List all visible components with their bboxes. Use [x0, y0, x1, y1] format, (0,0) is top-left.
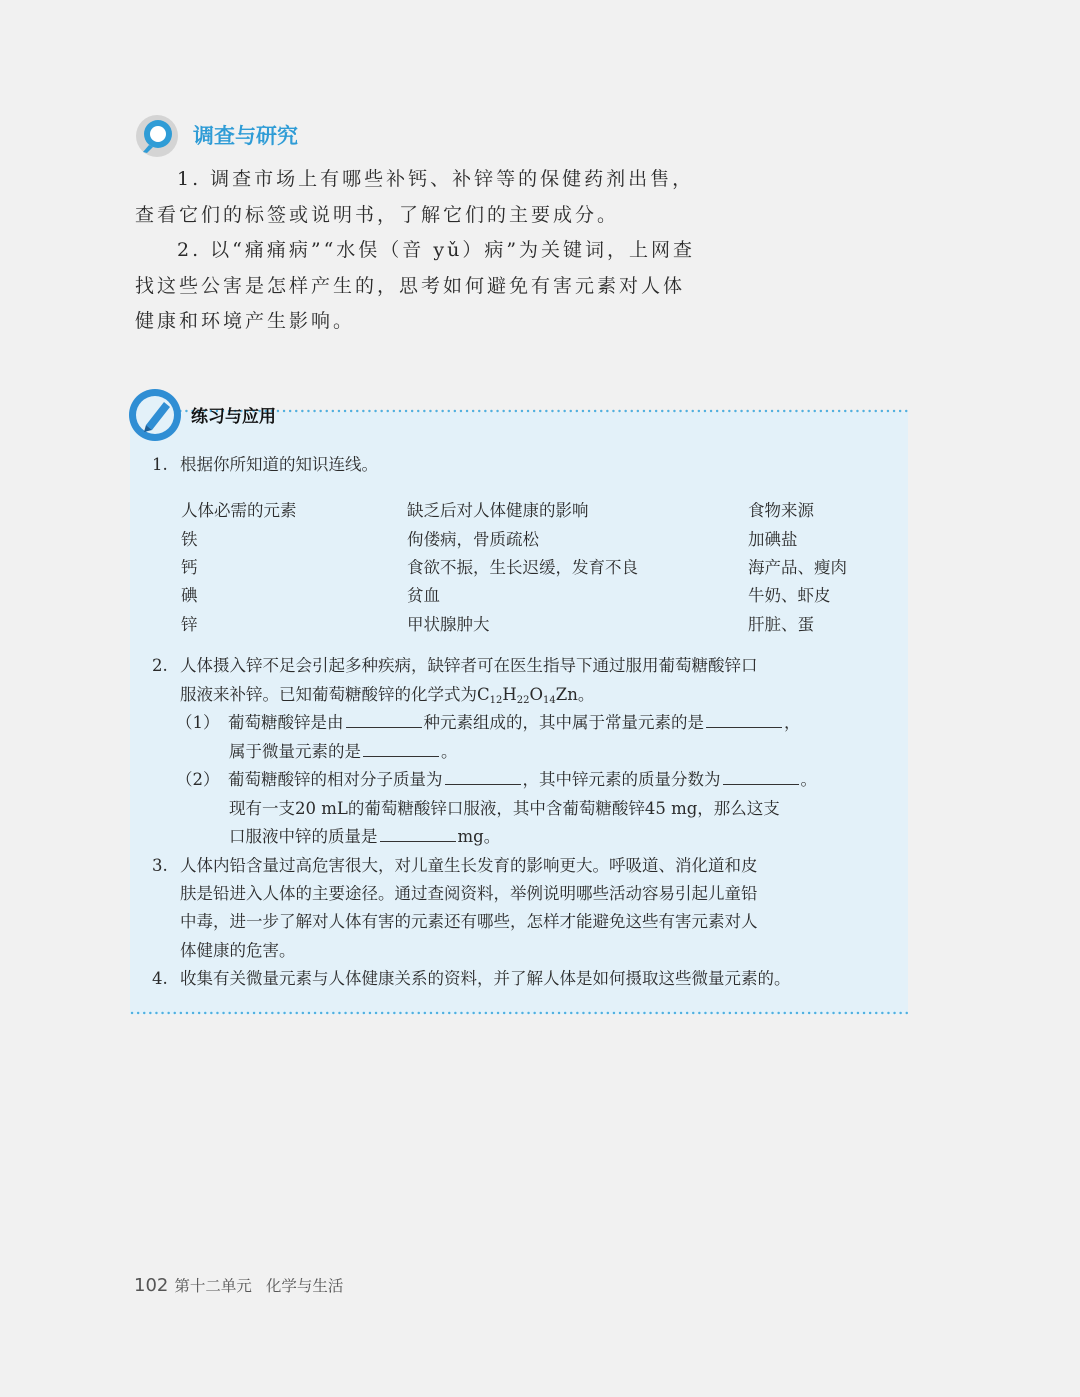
question-number: 2. [152, 656, 168, 675]
table-cell: 铁 [181, 530, 198, 549]
question-text: mg。 [457, 827, 501, 846]
question-text: 人体内铅含量过高危害很大，对儿童生长发育的影响更大。呼吸道、消化道和皮 [180, 856, 758, 875]
question-text: 人体摄入锌不足会引起多种疾病，缺锌者可在医生指导下通过服用葡萄糖酸锌口 [180, 656, 758, 675]
dotted-divider-bottom [130, 1011, 908, 1015]
formula-part: Zn [555, 685, 578, 704]
answer-blank[interactable] [445, 768, 521, 785]
table-cell: 钙 [181, 558, 198, 577]
formula-subscript: 22 [516, 695, 530, 706]
survey-line: 查看它们的标签或说明书，了解它们的主要成分。 [135, 203, 620, 226]
answer-blank[interactable] [723, 768, 799, 785]
question-1 [152, 451, 378, 480]
unit-label: 第十二单元 [174, 1277, 252, 1295]
question-number: 4. [152, 969, 168, 988]
formula-part: H [502, 685, 517, 704]
table-cell: 甲状腺肿大 [407, 615, 490, 634]
chemical-formula [477, 685, 578, 704]
survey-line: 健康和环境产生影响。 [135, 310, 356, 332]
formula-part: C [477, 685, 490, 704]
survey-line: 1. 调查市场上有哪些补钙、补锌等的保健药剂出售， [177, 168, 695, 190]
survey-title: 调查与研究 [193, 124, 298, 148]
question-2-part-2-cont [229, 823, 500, 852]
question-2-part-2 [176, 766, 817, 795]
question-2-part-1 [176, 709, 801, 738]
question-3-line: 中毒，进一步了解对人体有害的元素还有哪些，怎样才能避免这些有害元素对人 [180, 912, 758, 931]
page-footer [134, 1274, 343, 1296]
table-cell: 人体必需的元素 [181, 501, 297, 520]
table-cell: 加碘盐 [748, 530, 798, 549]
survey-line: 找这些公害是怎样产生的，思考如何避免有害元素对人体 [135, 274, 686, 297]
table-cell: 海产品、瘦肉 [748, 558, 847, 577]
formula-subscript: 12 [489, 695, 503, 706]
question-text: 根据你所知道的知识连线。 [180, 455, 378, 474]
formula-period: 。 [577, 685, 595, 704]
question-text: ，其中锌元素的质量分数为 [522, 770, 721, 789]
topic-label: 化学与生活 [265, 1277, 344, 1295]
question-2-part-2-cont [229, 795, 780, 824]
question-2 [152, 652, 758, 681]
question-text: 属于微量元素的是 [229, 742, 361, 761]
part-label: （1） [176, 713, 220, 732]
question-text: 服液来补锌。已知葡萄糖酸锌的化学式为 [180, 685, 477, 704]
page-number: 102 [134, 1275, 169, 1296]
survey-body [135, 162, 725, 340]
answer-blank[interactable] [706, 711, 782, 728]
practice-title: 练习与应用 [191, 407, 276, 427]
table-cell: 贫血 [407, 586, 440, 605]
question-3-line: 肤是铅进入人体的主要途径。通过查阅资料，举例说明哪些活动容易引起儿童铅 [180, 884, 758, 903]
answer-blank[interactable] [380, 825, 456, 842]
question-text: ， [784, 713, 801, 732]
survey-line: 2. 以“痛痛病”“水俣（音 yǔ）病”为关键词，上网查 [177, 239, 696, 261]
question-text: 口服液中锌的质量是 [229, 827, 378, 846]
table-cell: 牛奶、虾皮 [748, 586, 831, 605]
question-text: 。 [441, 742, 458, 761]
question-3-line: 体健康的危害。 [180, 941, 296, 960]
question-2-part-1-cont [229, 738, 458, 767]
question-number: 3. [152, 856, 168, 875]
table-cell: 食物来源 [748, 501, 814, 520]
pencil-icon [128, 388, 182, 442]
question-text: 葡萄糖酸锌是由 [228, 713, 344, 732]
question-text: 收集有关微量元素与人体健康关系的资料，并了解人体是如何摄取这些微量元素的。 [180, 969, 791, 988]
answer-blank[interactable] [363, 740, 439, 757]
table-cell: 佝偻病，骨质疏松 [407, 530, 539, 549]
question-3 [152, 852, 758, 881]
table-cell: 食欲不振，生长迟缓，发育不良 [407, 558, 638, 577]
question-number: 1. [152, 455, 168, 474]
table-cell: 碘 [181, 586, 198, 605]
table-cell: 肝脏、蛋 [748, 615, 814, 634]
question-text: 种元素组成的，其中属于常量元素的是 [423, 713, 704, 732]
table-cell: 锌 [181, 615, 198, 634]
table-cell: 缺乏后对人体健康的影响 [407, 501, 589, 520]
magnifier-icon [135, 114, 179, 158]
part-label: （2） [176, 770, 220, 789]
question-text: 。 [800, 770, 817, 789]
question-4 [152, 965, 791, 994]
formula-subscript: 14 [543, 695, 556, 706]
answer-blank[interactable] [346, 711, 422, 728]
question-text: 葡萄糖酸锌的相对分子质量为 [228, 770, 443, 789]
formula-part: O [529, 685, 544, 704]
question-text: 现有一支20 mL的葡萄糖酸锌口服液，其中含葡萄糖酸锌45 mg，那么这支 [229, 799, 780, 818]
